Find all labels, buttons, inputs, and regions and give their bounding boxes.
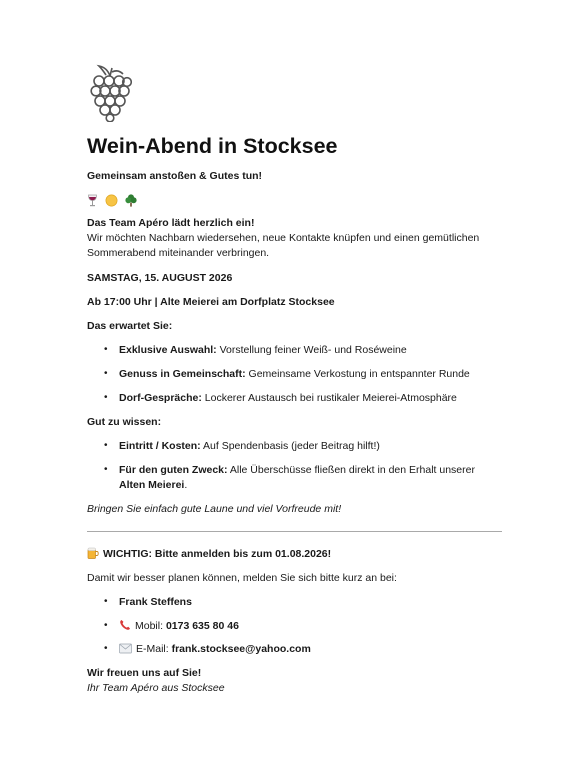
expect-list [87,343,502,406]
event-time-place: Ab 17:00 Uhr | Alte Meierei am Dorfplatz Stocksee [87,295,335,308]
contact-name: Frank Steffens [119,596,192,609]
footer [87,666,502,696]
subtitle: Gemeinsam anstoßen & Gutes tun! [87,169,263,182]
list-item [119,463,502,493]
list-item-text: Alle Überschüsse fließen direkt in den Erhalt unserer [229,463,475,476]
important-text: WICHTIG: Bitte anmelden bis zum 01.08.2026! [103,547,332,560]
envelope-icon [119,643,132,654]
list-item-label: Dorf-Gespräche: [119,391,202,404]
list-item [119,367,502,382]
grapes-icon [90,64,132,122]
phone-label: Mobil: [135,619,164,632]
invite-text: Wir möchten Nachbarn wiedersehen, neue Kontakte knüpfen und einen gemütlichen Sommerabend miteinander verbringen. [87,232,480,260]
wine-glass-icon [87,194,98,207]
list-item-label: Genuss in Gemeinschaft: [119,368,246,381]
info-list [87,439,502,493]
telephone-icon [119,619,131,631]
contact-email-item [119,642,502,657]
page-title: Wein-Abend in Stocksee [87,134,338,158]
list-item [119,439,502,454]
emoji-row [87,193,502,207]
list-item-highlight: Alten Meierei [119,479,185,492]
divider [87,531,502,532]
list-item [119,391,502,406]
tree-icon [125,194,137,207]
list-item [119,343,502,358]
list-item-label: Für den guten Zweck: [119,463,228,476]
contact-list [87,595,502,658]
info-heading: Gut zu wissen: [87,415,162,428]
contact-phone-item [119,619,502,634]
footer-signature: Ihr Team Apéro aus Stocksee [87,681,225,694]
list-item-text: Auf Spendenbasis (jeder Beitrag hilft!) [203,440,380,453]
list-item-text: Gemeinsame Verkostung in entspannter Runde [248,368,470,381]
list-item-text: Lockerer Austausch bei rustikaler Meierei-Atmosphäre [204,391,457,404]
email-address[interactable]: frank.stocksee@yahoo.com [171,643,311,656]
invite-heading: Das Team Apéro lädt herzlich ein! [87,217,255,230]
register-text: Damit wir besser planen können, melden Sie sich bitte kurz an bei: [87,571,397,584]
expect-heading: Das erwartet Sie: [87,320,173,333]
list-item-label: Eintritt / Kosten: [119,440,201,453]
beer-mug-icon [87,547,99,559]
important-line [87,547,502,562]
flyer-content [87,134,502,705]
list-item-text: Vorstellung feiner Weiß- und Roséweine [219,344,407,357]
sun-icon [105,194,118,207]
event-date: SAMSTAG, 15. AUGUST 2026 [87,271,233,284]
phone-number[interactable]: 0173 635 80 46 [165,619,239,632]
invite-block [87,216,502,262]
list-item-label: Exklusive Auswahl: [119,344,217,357]
footer-thanks: Wir freuen uns auf Sie! [87,666,202,679]
list-item-tail: . [184,479,188,492]
email-label: E-Mail: [136,643,169,656]
closing-note: Bringen Sie einfach gute Laune und viel Vorfreude mit! [87,503,342,516]
contact-name-item [119,595,502,610]
